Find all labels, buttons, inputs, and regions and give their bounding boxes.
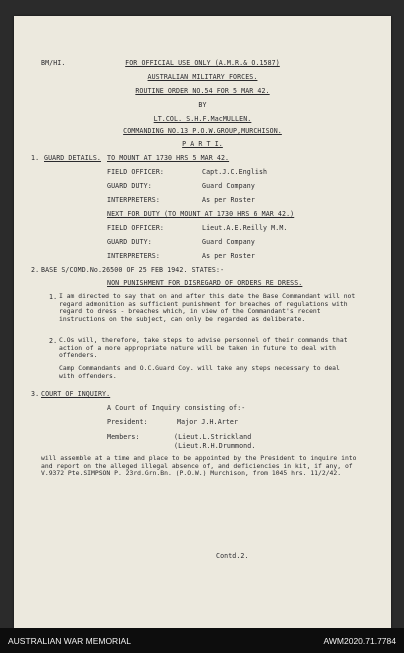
item3-number: 3. xyxy=(31,390,40,398)
item1-row-value: As per Roster xyxy=(202,196,255,204)
item3-president: Major J.H.Arter xyxy=(177,418,239,426)
item1-row-label: INTERPRETERS: xyxy=(107,196,160,204)
item1-row2-label: GUARD DUTY: xyxy=(107,238,152,246)
heading-official-use: FOR OFFICIAL USE ONLY (A.M.R.& O.1587) xyxy=(125,59,280,67)
item1-row2-label: INTERPRETERS: xyxy=(107,252,160,260)
item3-body: will assemble at a time and place to be appointed by the President to inquire into and report on the alleged illegal absence of, and deficiencies in kit, if any, of V.9372 Pte.SIMPSON P. 23rd.Grn.Bn. (P.O.W.) Murchison, from 1045 hrs. 11/2/42. xyxy=(41,454,357,478)
item1-row-value: Guard Company xyxy=(202,182,255,190)
footer-accession-number: AWM2020.71.7784 xyxy=(323,636,396,646)
item3-members-label: Members: xyxy=(107,433,140,441)
item1-subtitle: TO MOUNT AT 1730 HRS 5 MAR 42. xyxy=(107,154,230,162)
item2-para3: Camp Commandants and O.C.Guard Coy. will take any steps necessary to deal with offenders. xyxy=(59,364,340,380)
footer-institution: AUSTRALIAN WAR MEMORIAL xyxy=(8,636,131,646)
heading-command: COMMANDING NO.13 P.O.W.GROUP,MURCHISON. xyxy=(123,127,282,135)
item2-para1-number: 1. xyxy=(49,293,58,301)
item1-row-value: Capt.J.C.English xyxy=(202,168,268,176)
heading-forces: AUSTRALIAN MILITARY FORCES. xyxy=(147,73,258,81)
document-page xyxy=(14,16,391,628)
item3-title: COURT OF INQUIRY. xyxy=(41,390,111,398)
item3-intro: A Court of Inquiry consisting of:- xyxy=(107,404,246,412)
heading-part: P A R T I. xyxy=(182,140,223,148)
item1-row2-value: Guard Company xyxy=(202,238,255,246)
item1-next-duty: NEXT FOR DUTY (TO MOUNT AT 1730 HRS 6 MAR 42.) xyxy=(107,210,295,218)
item1-row-label: GUARD DUTY: xyxy=(107,182,152,190)
item2-para2: C.Os will, therefore, take steps to advise personnel of their commands that action of a more appropriate nature will be taken in future to deal with offenders. xyxy=(59,336,348,360)
item1-row2-value: As per Roster xyxy=(202,252,255,260)
item1-row-label: FIELD OFFICER: xyxy=(107,168,164,176)
item2-para1: I am directed to say that on and after this date the Base Commandant will not regard admonition as sufficient punishment for breaches of regulations with regard to dress - breaches which, in view of the Commandant's recent instructions on the subject, can only be regarded as deliberate. xyxy=(59,292,356,323)
item1-number: 1. xyxy=(31,154,40,162)
item2-title: NON PUNISHMENT FOR DISREGARD OF ORDERS RE DRESS. xyxy=(107,279,303,287)
item2-number: 2. xyxy=(31,266,40,274)
continued-note: Contd.2. xyxy=(216,552,249,560)
item3-president-label: President: xyxy=(107,418,148,426)
item2-base-order: BASE S/COMD.No.26500 OF 25 FEB 1942. STATES:- xyxy=(41,266,225,274)
item1-row2-value: Lieut.A.E.Reilly M.M. xyxy=(202,224,288,232)
heading-routine-order: ROUTINE ORDER NO.54 FOR 5 MAR 42. xyxy=(135,87,270,95)
item3-member: (Lieut.R.H.Drummond. xyxy=(174,442,256,450)
archive-footer xyxy=(0,628,404,653)
item2-para2-number: 2. xyxy=(49,337,58,345)
item3-member: (Lieut.L.Strickland xyxy=(174,433,252,441)
heading-commander: LT.COL. S.H.F.MacMULLEN. xyxy=(153,115,252,123)
item1-title: GUARD DETAILS. xyxy=(44,154,101,162)
heading-by: BY xyxy=(198,101,207,109)
doc-ref: BM/HI. xyxy=(41,59,66,67)
item1-row2-label: FIELD OFFICER: xyxy=(107,224,164,232)
